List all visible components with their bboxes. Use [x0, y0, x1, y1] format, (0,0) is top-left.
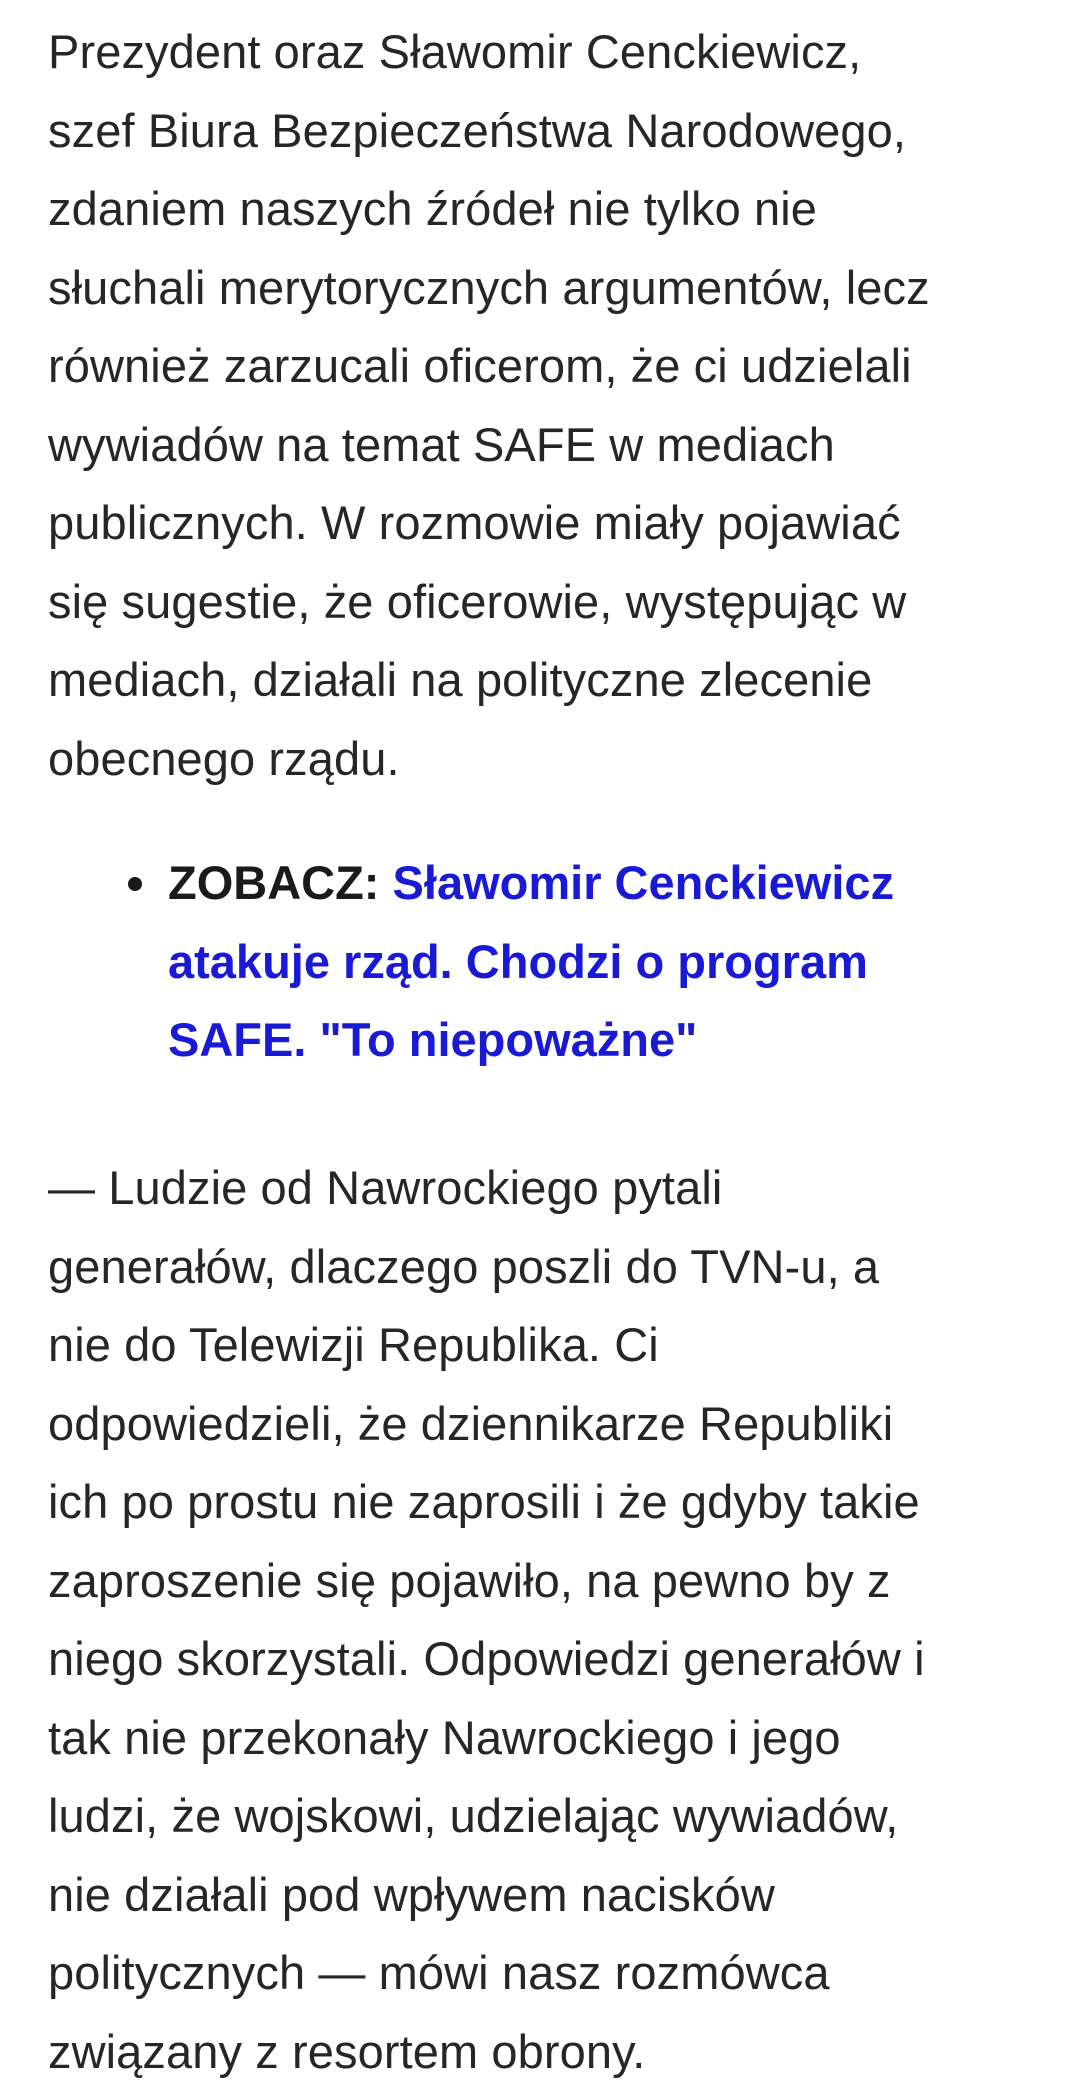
see-also-line: [168, 923, 1032, 1002]
see-also-line: [168, 1001, 1032, 1080]
paragraph-line: nie działali pod wpływem nacisków: [48, 1856, 1032, 1935]
paragraph-line: wywiadów na temat SAFE w mediach: [48, 406, 1032, 485]
paragraph-line: obecnego rządu.: [48, 720, 1032, 799]
paragraph-line: generałów, dlaczego poszli do TVN-u, a: [48, 1228, 1032, 1307]
paragraph-line: zdaniem naszych źródeł nie tylko nie: [48, 170, 1032, 249]
see-also-item: [48, 844, 1032, 1080]
paragraph-line: związany z resortem obrony.: [48, 2013, 1032, 2091]
see-also-list: [48, 844, 1032, 1149]
see-also-link[interactable]: atakuje rząd. Chodzi o program: [168, 935, 868, 988]
paragraph-line: również zarzucali oficerom, że ci udzielali: [48, 327, 1032, 406]
paragraph-line: mediach, działali na polityczne zlecenie: [48, 641, 1032, 720]
paragraph-line: — Ludzie od Nawrockiego pytali: [48, 1149, 1032, 1228]
see-also-link[interactable]: SAFE. "To niepoważne": [168, 1013, 697, 1066]
paragraph-line: ich po prostu nie zaprosili i że gdyby takie: [48, 1463, 1032, 1542]
paragraph-line: zaproszenie się pojawiło, na pewno by z: [48, 1542, 1032, 1621]
paragraph-line: nie do Telewizji Republika. Ci: [48, 1306, 1032, 1385]
paragraph-line: odpowiedzieli, że dziennikarze Republiki: [48, 1385, 1032, 1464]
paragraph-line: publicznych. W rozmowie miały pojawiać: [48, 484, 1032, 563]
paragraph-line: słuchali merytorycznych argumentów, lecz: [48, 249, 1032, 328]
article-paragraph-1: [48, 13, 1032, 798]
paragraph-line: się sugestie, że oficerowie, występując w: [48, 563, 1032, 642]
paragraph-line: Prezydent oraz Sławomir Cenckiewicz,: [48, 13, 1032, 92]
paragraph-line: niego skorzystali. Odpowiedzi generałów i: [48, 1620, 1032, 1699]
paragraph-line: tak nie przekonały Nawrockiego i jego: [48, 1699, 1032, 1778]
see-also-prefix: ZOBACZ:: [168, 856, 379, 909]
bullet-icon: [128, 877, 142, 891]
paragraph-line: ludzi, że wojskowi, udzielając wywiadów,: [48, 1777, 1032, 1856]
article-paragraph-2: [48, 1149, 1032, 2091]
paragraph-line: szef Biura Bezpieczeństwa Narodowego,: [48, 92, 1032, 171]
see-also-first-line: [168, 844, 1032, 923]
see-also-link[interactable]: Sławomir Cenckiewicz: [393, 856, 895, 909]
paragraph-line: politycznych — mówi nasz rozmówca: [48, 1934, 1032, 2013]
